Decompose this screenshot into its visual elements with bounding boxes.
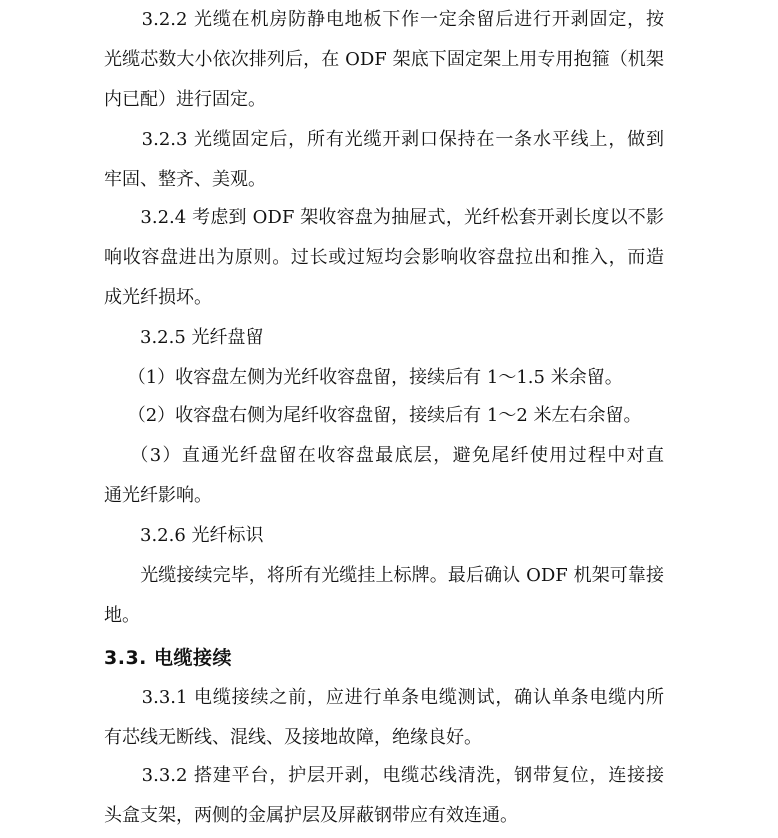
- paragraph-3-2-3: [104, 120, 664, 200]
- text-line: 地。: [104, 605, 140, 626]
- list-item-2: [104, 396, 664, 436]
- text-line: 光缆芯数大小依次排列后，在 ODF 架底下固定架上用专用抱箍（机架: [104, 49, 664, 70]
- section-heading-3-3: 3.3. 电缆接续: [104, 647, 232, 669]
- paragraph-cable-marking: [104, 556, 664, 636]
- text-line: （2）收容盘右侧为尾纤收容盘留，接续后有 1～2 米左右余留。: [104, 405, 642, 426]
- text-line: 3.2.3 光缆固定后，所有光缆开剥口保持在一条水平线上，做到: [104, 129, 664, 150]
- text-line: 头盒支架，两侧的金属护层及屏蔽钢带应有效连通。: [104, 805, 518, 826]
- text-line: 3.3.2 搭建平台，护层开剥，电缆芯线清洗，钢带复位，连接接: [104, 765, 664, 786]
- text-line: 成光纤损坏。: [104, 287, 212, 308]
- paragraph-3-2-6: [104, 516, 664, 556]
- text-line: 3.2.4 考虑到 ODF 架收容盘为抽屉式，光纤松套开剥长度以不影: [104, 207, 664, 228]
- paragraph-3-2-5: [104, 318, 664, 358]
- text-line: 3.3.1 电缆接续之前，应进行单条电缆测试，确认单条电缆内所: [104, 687, 664, 708]
- text-line: 3.2.2 光缆在机房防静电地板下作一定余留后进行开剥固定，按: [104, 9, 664, 30]
- text-line: 通光纤影响。: [104, 485, 212, 506]
- text-line: 3.2.5 光纤盘留: [104, 327, 264, 348]
- text-line: 光缆接续完毕，将所有光缆挂上标牌。最后确认 ODF 机架可靠接: [104, 565, 664, 586]
- list-item-1: [104, 358, 664, 398]
- paragraph-3-2-2: [104, 0, 664, 120]
- paragraph-3-3-1: [104, 678, 664, 758]
- text-line: （3）直通光纤盘留在收容盘最底层，避免尾纤使用过程中对直: [104, 445, 664, 466]
- text-line: 响收容盘进出为原则。过长或过短均会影响收容盘拉出和推入，而造: [104, 247, 664, 268]
- paragraph-3-2-4: [104, 198, 664, 318]
- text-line: 内已配）进行固定。: [104, 89, 266, 110]
- list-item-3: [104, 436, 664, 516]
- paragraph-3-3-2: [104, 756, 664, 836]
- text-line: 牢固、整齐、美观。: [104, 169, 266, 190]
- text-line: （1）收容盘左侧为光纤收容盘留，接续后有 1～1.5 米余留。: [104, 367, 623, 388]
- text-line: 3.2.6 光纤标识: [104, 525, 264, 546]
- text-line: 有芯线无断线、混线、及接地故障，绝缘良好。: [104, 727, 482, 748]
